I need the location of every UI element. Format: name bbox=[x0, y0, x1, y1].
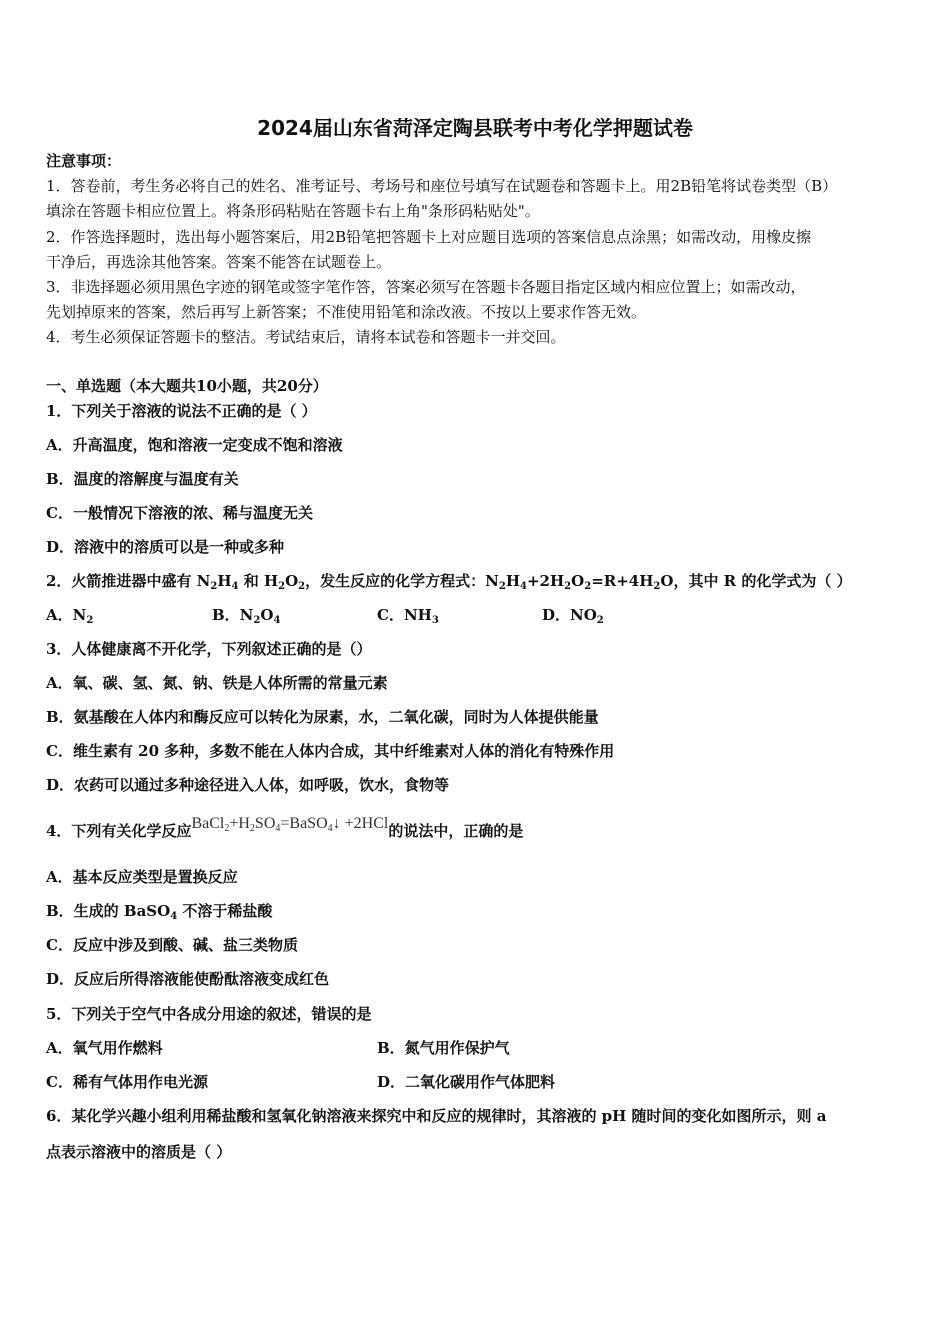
q4-option-b: B．生成的 BaSO$_4$ 不溶于稀盐酸 bbox=[46, 902, 273, 922]
q1-option-b: B．温度的溶解度与温度有关 bbox=[46, 470, 239, 488]
q2-option-d: D．$NO_2$ bbox=[542, 606, 604, 626]
q2-option-b: B．$N_2O_4$ bbox=[212, 606, 281, 626]
notice-line: 1．答卷前，考生务必将自己的姓名、准考证号、考场号和座位号填写在试题卷和答题卡上。用2B铅笔将试卷类型（B） bbox=[46, 177, 838, 195]
section-heading: 一、单选题（本大题共10小题，共20分） bbox=[46, 377, 328, 395]
q1-option-c: C．一般情况下溶液的浓、稀与温度无关 bbox=[46, 504, 313, 522]
q2-option-a: A．$N_2$ bbox=[46, 606, 94, 626]
q2-option-c: C．$NH_3$ bbox=[377, 606, 439, 626]
q5-option-b: B．氮气用作保护气 bbox=[377, 1039, 510, 1057]
question-1-stem: 1．下列关于溶液的说法不正确的是（ ） bbox=[46, 402, 317, 420]
notice-heading: 注意事项： bbox=[46, 152, 122, 170]
notice-line: 干净后，再选涂其他答案。答案不能答在试题卷上。 bbox=[46, 253, 392, 271]
q5-option-c: C．稀有气体用作电光源 bbox=[46, 1073, 208, 1091]
q4-option-c: C．反应中涉及到酸、碱、盐三类物质 bbox=[46, 936, 298, 954]
question-4-stem: 4．下列有关化学反应$BaCl_2+H_2SO_4=BaSO_4↓ +2HCl$的说法中，正确的是 bbox=[46, 815, 524, 840]
notice-line: 3．非选择题必须用黑色字迹的钢笔或签字笔作答，答案必须写在答题卡各题目指定区域内相应位置上；如需改动， bbox=[46, 278, 806, 296]
q4-option-d: D．反应后所得溶液能使酚酞溶液变成红色 bbox=[46, 970, 330, 988]
question-6-stem-cont: 点表示溶液中的溶质是（ ） bbox=[46, 1143, 232, 1161]
chemical-equation: $BaCl_2+H_2SO_4=BaSO_4↓ +2HCl$ bbox=[191, 815, 389, 834]
page-title: 2024届山东省菏泽定陶县联考中考化学押题试卷 bbox=[257, 116, 693, 140]
notice-line: 先划掉原来的答案，然后再写上新答案；不准使用铅笔和涂改液。不按以上要求作答无效。 bbox=[46, 303, 647, 321]
q5-option-d: D．二氧化碳用作气体肥料 bbox=[377, 1073, 556, 1091]
question-2-stem: 2．火箭推进器中盛有 $N_2H_4$ 和 $H_2O_2$，发生反应的化学方程式：$N_2H_4+2H_2O_2=R+4H_2O$，其中 R 的化学式为（ ） bbox=[46, 572, 852, 592]
q1-option-a: A．升高温度，饱和溶液一定变成不饱和溶液 bbox=[46, 436, 343, 454]
q5-option-a: A．氧气用作燃料 bbox=[46, 1039, 163, 1057]
q3-option-d: D．农药可以通过多种途径进入人体，如呼吸，饮水，食物等 bbox=[46, 776, 450, 794]
q3-option-a: A．氧、碳、氢、氮、钠、铁是人体所需的常量元素 bbox=[46, 674, 388, 692]
q3-option-b: B．氨基酸在人体内和酶反应可以转化为尿素，水，二氧化碳，同时为人体提供能量 bbox=[46, 708, 599, 726]
notice-line: 2．作答选择题时，选出每小题答案后，用2B铅笔把答题卡上对应题目选项的答案信息点涂黑；如需改动，用橡皮擦 bbox=[46, 228, 812, 246]
q3-option-c: C．维生素有 20 多种，多数不能在人体内合成，其中纤维素对人体的消化有特殊作用 bbox=[46, 742, 615, 760]
notice-line: 4．考生必须保证答题卡的整洁。考试结束后，请将本试卷和答题卡一并交回。 bbox=[46, 328, 566, 346]
question-6-stem: 6．某化学兴趣小组利用稀盐酸和氢氧化钠溶液来探究中和反应的规律时，其溶液的 pH 随时间的变化如图所示，则 a bbox=[46, 1107, 827, 1125]
question-5-stem: 5．下列关于空气中各成分用途的叙述，错误的是 bbox=[46, 1005, 372, 1023]
notice-line: 填涂在答题卡相应位置上。将条形码粘贴在答题卡右上角"条形码粘贴处"。 bbox=[46, 202, 540, 220]
q1-option-d: D．溶液中的溶质可以是一种或多种 bbox=[46, 538, 285, 556]
q4-option-a: A．基本反应类型是置换反应 bbox=[46, 868, 238, 886]
question-3-stem: 3．人体健康离不开化学，下列叙述正确的是（） bbox=[46, 640, 372, 658]
